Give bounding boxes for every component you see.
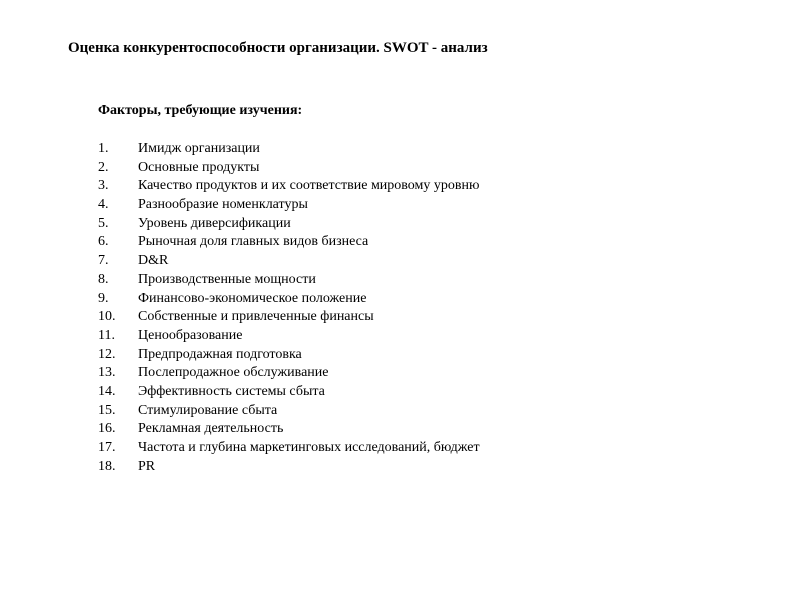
list-item-number: 13. — [98, 365, 116, 381]
list-item — [98, 383, 480, 402]
list-item-text: Основные продукты — [138, 159, 260, 175]
list-item-text: Эффективность системы сбыта — [138, 383, 325, 399]
list-item-text: Рыночная доля главных видов бизнеса — [138, 234, 369, 250]
list-item-number: 5. — [98, 215, 109, 231]
list-item — [98, 308, 480, 327]
list-item-number: 18. — [98, 458, 116, 474]
list-item-text: Рекламная деятельность — [138, 421, 284, 437]
list-item — [98, 215, 480, 234]
list-item-number: 9. — [98, 290, 109, 306]
list-item-text: Имидж организации — [138, 141, 260, 156]
list-item — [98, 177, 480, 196]
list-item — [98, 159, 480, 178]
list-item-number: 14. — [98, 383, 116, 399]
list-item-number: 15. — [98, 402, 116, 418]
list-item — [98, 271, 480, 290]
list-item — [98, 196, 480, 215]
list-item-text: Собственные и привлеченные финансы — [138, 309, 374, 325]
list-item-text: Частота и глубина маркетинговых исследований, бюджет — [138, 440, 480, 455]
list-item-number: 10. — [98, 309, 116, 325]
list-item — [98, 439, 480, 458]
list-item — [98, 346, 480, 365]
list-item-number: 1. — [98, 141, 109, 156]
list-item — [98, 420, 480, 439]
list-item-text: Производственные мощности — [138, 271, 316, 287]
list-item-text: Качество продуктов и их соответствие мировому уровню — [138, 178, 480, 194]
list-item-number: 16. — [98, 421, 116, 437]
list-item-number: 12. — [98, 346, 116, 362]
list-item — [98, 252, 480, 271]
list-item-text: PR — [138, 458, 156, 474]
list-item — [98, 458, 480, 477]
list-item — [98, 233, 480, 252]
list-item-text: Послепродажное обслуживание — [138, 365, 329, 381]
factors-heading: Факторы, требующие изучения: — [98, 103, 303, 118]
list-item-text: D&R — [138, 253, 169, 269]
list-item — [98, 140, 480, 159]
list-item-text: Стимулирование сбыта — [138, 402, 278, 418]
list-item-text: Предпродажная подготовка — [138, 346, 302, 362]
list-item — [98, 290, 480, 309]
slide-title: Оценка конкурентоспособности организации. SWOT - анализ — [68, 40, 488, 56]
list-item-text: Уровень диверсификации — [138, 215, 291, 231]
list-item-text: Разнообразие номенклатуры — [138, 197, 308, 213]
list-item — [98, 402, 480, 421]
list-item — [98, 364, 480, 383]
list-item-number: 3. — [98, 178, 109, 194]
list-item-number: 6. — [98, 234, 109, 250]
list-item-number: 8. — [98, 271, 109, 287]
list-item-text: Финансово-экономическое положение — [138, 290, 367, 306]
list-item — [98, 327, 480, 346]
list-item-number: 7. — [98, 253, 109, 269]
list-item-number: 17. — [98, 440, 116, 455]
factors-list — [98, 140, 480, 476]
list-item-number: 2. — [98, 159, 109, 175]
list-item-text: Ценообразование — [138, 327, 243, 343]
list-item-number: 4. — [98, 197, 109, 213]
list-item-number: 11. — [98, 327, 115, 343]
